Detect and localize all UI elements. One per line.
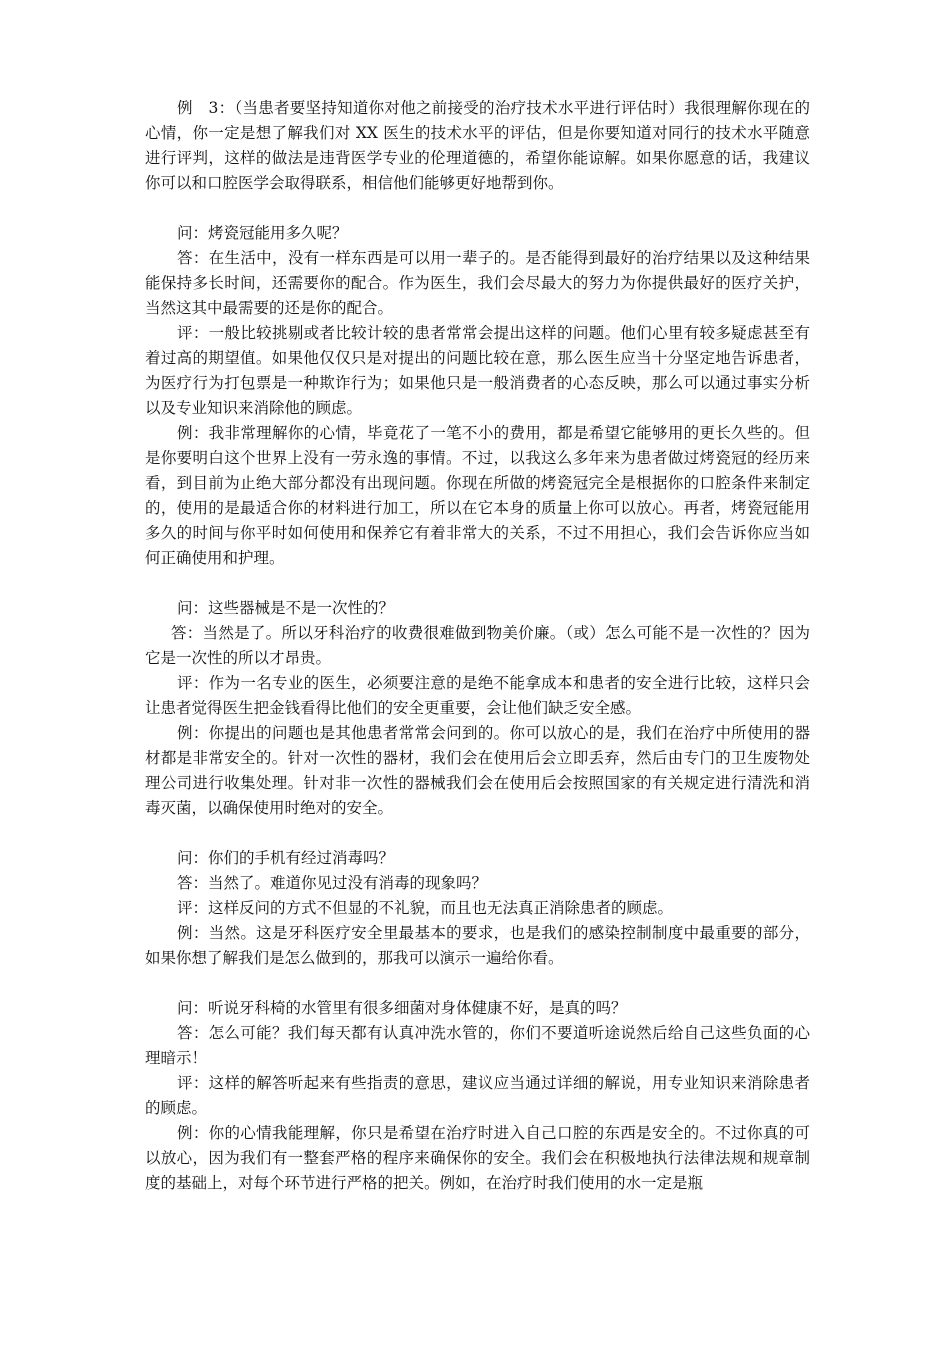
answer-paragraph: 答：当然了。难道你见过没有消毒的现象吗？ — [177, 874, 488, 892]
example-paragraph: 例：当然。这是牙科医疗安全里最基本的要求，也是我们的感染控制制度中最重要的部分，如果你想了解我们是怎么做到的，那我可以演示一遍给你看。 — [145, 924, 810, 967]
comment-paragraph: 评：这样的解答听起来有些指责的意思，建议应当通过详细的解说，用专业知识来消除患者的顾虑。 — [145, 1074, 810, 1117]
question-paragraph: 问：这些器械是不是一次性的？ — [177, 599, 395, 617]
answer-paragraph: 答：当然是了。所以牙科治疗的收费很难做到物美价廉。（或）怎么可能不是一次性的？因为它是一次性的所以才昂贵。 — [145, 624, 810, 667]
document-body — [145, 96, 810, 1196]
question-paragraph: 问：烤瓷冠能用多久呢？ — [177, 224, 348, 242]
question-paragraph: 问：听说牙科椅的水管里有很多细菌对身体健康不好，是真的吗？ — [177, 999, 627, 1017]
comment-paragraph: 评：这样反问的方式不但显的不礼貌，而且也无法真正消除患者的顾虑。 — [177, 899, 674, 917]
example-paragraph: 例：你提出的问题也是其他患者常常会问到的。你可以放心的是，我们在治疗中所使用的器材都是非常安全的。针对一次性的器材，我们会在使用后会立即丢弃，然后由专门的卫生废物处理公司进行收集处理。针对非一次性的器械我们会在使用后会按照国家的有关规定进行清洗和消毒灭菌，以确保使用时绝对的安全。 — [145, 724, 810, 817]
comment-paragraph: 评：作为一名专业的医生，必须要注意的是绝不能拿成本和患者的安全进行比较，这样只会让患者觉得医生把金钱看得比他们的安全更重要，会让他们缺乏安全感。 — [145, 674, 810, 717]
answer-paragraph: 答：在生活中，没有一样东西是可以用一辈子的。是否能得到最好的治疗结果以及这种结果能保持多长时间，还需要你的配合。作为医生，我们会尽最大的努力为你提供最好的医疗关护，当然这其中最需要的还是你的配合。 — [145, 249, 810, 317]
comment-paragraph: 评：一般比较挑剔或者比较计较的患者常常会提出这样的问题。他们心里有较多疑虑甚至有着过高的期望值。如果他仅仅只是对提出的问题比较在意，那么医生应当十分坚定地告诉患者，为医疗行为打包票是一种欺诈行为；如果他只是一般消费者的心态反映，那么可以通过事实分析以及专业知识来消除他的顾虑。 — [145, 324, 810, 417]
question-paragraph: 问：你们的手机有经过消毒吗？ — [177, 849, 395, 867]
answer-paragraph: 答：怎么可能？我们每天都有认真冲洗水管的，你们不要道听途说然后给自己这些负面的心理暗示！ — [145, 1024, 810, 1067]
example-paragraph: 例：我非常理解你的心情，毕竟花了一笔不小的费用，都是希望它能够用的更长久些的。但是你要明白这个世界上没有一劳永逸的事情。不过，以我这么多年来为患者做过烤瓷冠的经历来看，到目前为止绝大部分都没有出现问题。你现在所做的烤瓷冠完全是根据你的口腔条件来制定的，使用的是最适合你的材料进行加工，所以在它本身的质量上你可以放心。再者，烤瓷冠能用多久的时间与你平时如何使用和保养它有着非常大的关系，不过不用担心，我们会告诉你应当如何正确使用和护理。 — [145, 424, 810, 567]
example-3-paragraph: 例 3：（当患者要坚持知道你对他之前接受的治疗技术水平进行评估时）我很理解你现在的心情，你一定是想了解我们对 XX 医生的技术水平的评估，但是你要知道对同行的技术水平随意进行评判，这样的做法是违背医学专业的伦理道德的，希望你能谅解。如果你愿意的话，我建议你可以和口腔医学会取得联系，相信他们能够更好地帮到你。 — [145, 99, 810, 192]
example-paragraph: 例：你的心情我能理解，你只是希望在治疗时进入自己口腔的东西是安全的。不过你真的可以放心，因为我们有一整套严格的程序来确保你的安全。我们会在积极地执行法律法规和规章制度的基础上，对每个环节进行严格的把关。例如，在治疗时我们使用的水一定是瓶 — [145, 1124, 810, 1192]
